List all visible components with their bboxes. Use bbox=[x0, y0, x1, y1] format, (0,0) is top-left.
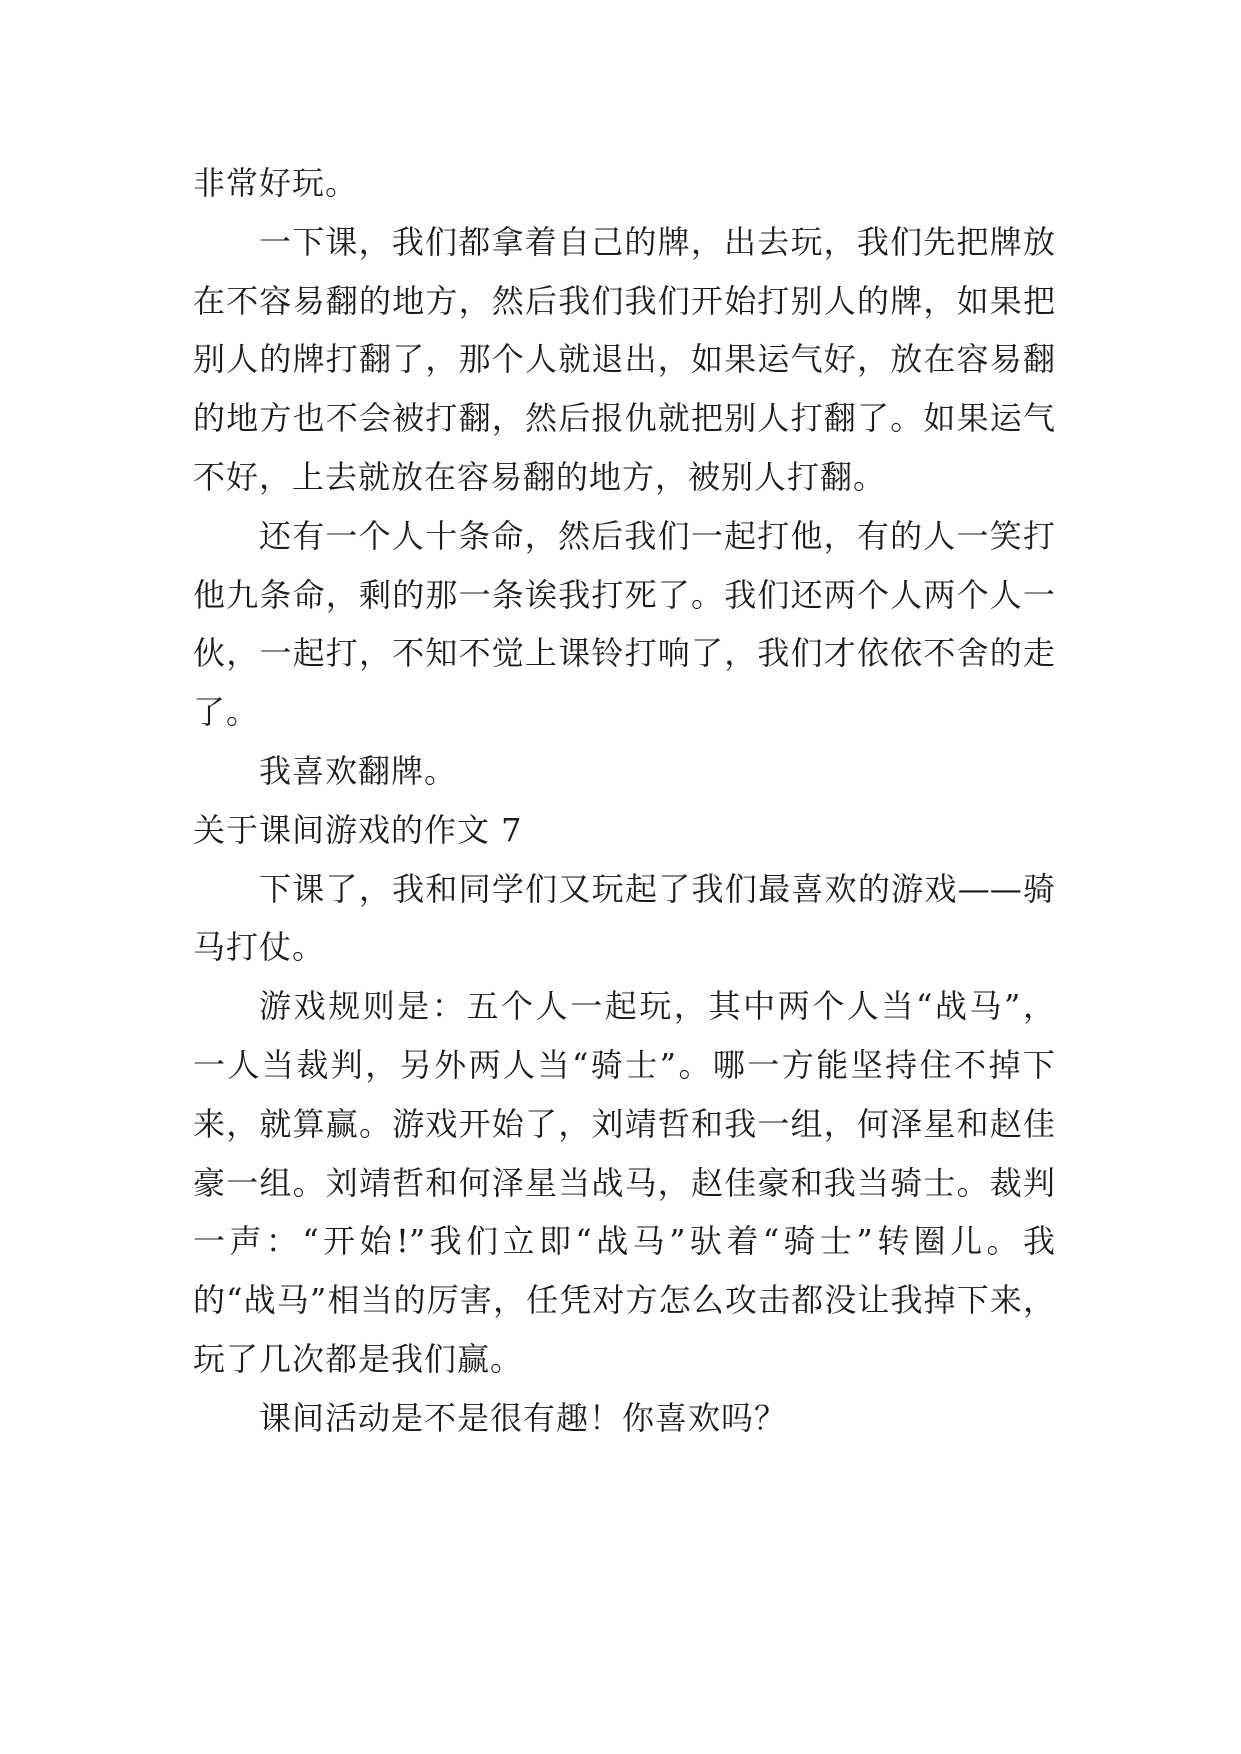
text-line: 了。 bbox=[193, 693, 260, 732]
text-line: 来，就算赢。游戏开始了，刘靖哲和我一组，何泽星和赵佳 bbox=[193, 1104, 1055, 1143]
text-line: 非常好玩。 bbox=[193, 164, 359, 202]
text-line: 他九条命，剩的那一条诶我打死了。我们还两个人两个人一 bbox=[193, 575, 1055, 614]
text-line: 豪一组。刘靖哲和何泽星当战马，赵佳豪和我当骑士。裁判 bbox=[193, 1163, 1055, 1202]
text-line: 玩了几次都是我们赢。 bbox=[193, 1339, 524, 1378]
text-line: 伙，一起打，不知不觉上课铃打响了，我们才依依不舍的走 bbox=[193, 634, 1055, 673]
paragraph bbox=[193, 507, 1055, 742]
paragraph bbox=[193, 860, 1055, 978]
paragraph bbox=[193, 213, 1055, 507]
text-line: 课间活动是不是很有趣！你喜欢吗？ bbox=[259, 1398, 788, 1437]
paragraph bbox=[193, 1389, 1055, 1448]
paragraph bbox=[193, 154, 1055, 213]
text-line: 游戏规则是：五个人一起玩，其中两个人当“战马”， bbox=[259, 987, 1055, 1026]
text-line: 一人当裁判，另外两人当“骑士”。哪一方能坚持住不掉下 bbox=[193, 1045, 1055, 1084]
text-line: 在不容易翻的地方，然后我们我们开始打别人的牌，如果把 bbox=[193, 281, 1055, 320]
document-body bbox=[193, 154, 1055, 1448]
text-line: 的“战马”相当的厉害，任凭对方怎么攻击都没让我掉下来， bbox=[193, 1281, 1055, 1320]
paragraph bbox=[193, 977, 1055, 1389]
text-line: 一下课，我们都拿着自己的牌，出去玩，我们先把牌放 bbox=[259, 222, 1055, 261]
text-line: 的地方也不会被打翻，然后报仇就把别人打翻了。如果运气 bbox=[193, 399, 1055, 438]
section-title bbox=[193, 801, 1055, 860]
text-line: 别人的牌打翻了，那个人就退出，如果运气好，放在容易翻 bbox=[193, 340, 1055, 379]
section-title-text: 关于课间游戏的作文 7 bbox=[193, 810, 523, 849]
text-line: 不好，上去就放在容易翻的地方，被别人打翻。 bbox=[193, 457, 887, 496]
paragraph bbox=[193, 742, 1055, 801]
text-line: 一声：“开始!”我们立即“战马”驮着“骑士”转圈儿。我 bbox=[193, 1222, 1055, 1261]
text-line: 我喜欢翻牌。 bbox=[259, 751, 458, 790]
text-line: 还有一个人十条命，然后我们一起打他，有的人一笑打 bbox=[259, 516, 1055, 555]
text-line: 马打仗。 bbox=[193, 928, 326, 967]
text-line: 下课了，我和同学们又玩起了我们最喜欢的游戏——骑 bbox=[259, 869, 1055, 908]
